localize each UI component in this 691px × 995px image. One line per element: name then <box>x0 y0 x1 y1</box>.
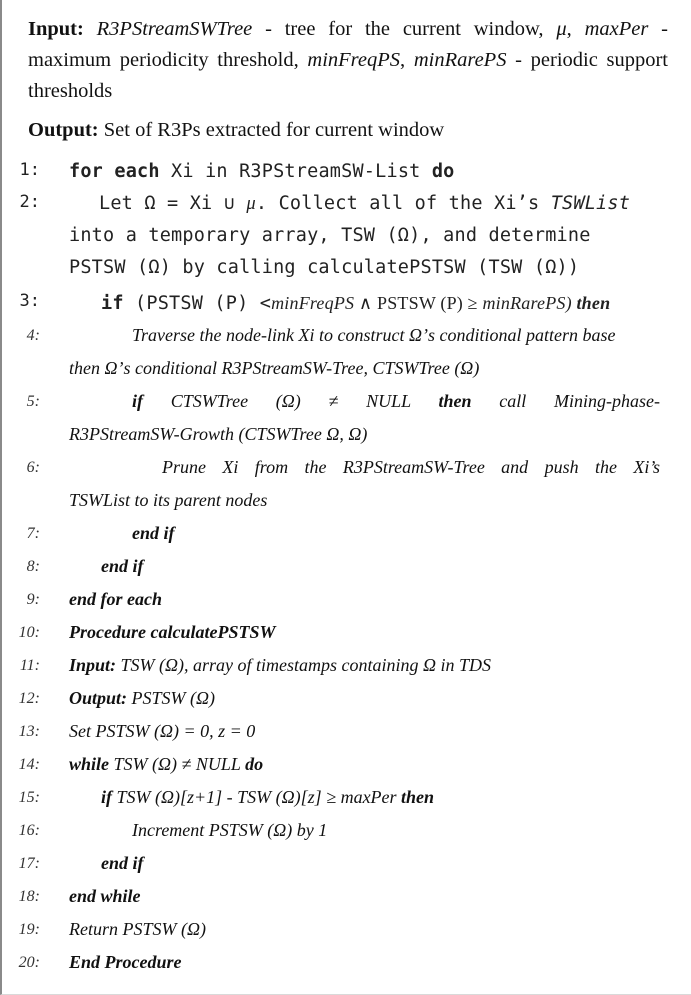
input-block <box>28 14 668 107</box>
line-text: Prune Xi from the R3PStreamSW-Tree and push the Xi’s <box>162 457 660 477</box>
line-text: end if <box>132 523 175 543</box>
line-number: 20: <box>18 954 40 971</box>
input-maxper: maxPer <box>584 18 649 40</box>
line-text-cont: then Ω’s conditional R3PStreamSW-Tree, CTSWTree (Ω) <box>69 358 480 378</box>
line-text: Procedure calculatePSTSW <box>69 622 276 642</box>
line-text-part: call Mining-phase- <box>471 391 660 411</box>
keyword-while: while <box>69 754 110 774</box>
line-number: 2: <box>19 192 40 212</box>
line-text <box>69 748 263 781</box>
input-tree-desc: - tree for the current window, <box>252 18 544 40</box>
line-number: 18: <box>18 888 40 905</box>
line-number: 5: <box>26 393 40 410</box>
input-minrare-desc: - periodic support thresholds <box>28 49 669 102</box>
line-number: 7: <box>26 525 40 542</box>
keyword-do: do <box>245 754 264 774</box>
line-text: end while <box>69 886 141 906</box>
line-text-cont: into a temporary array, TSW (Ω), and determine <box>69 225 591 246</box>
line-number: 15: <box>18 789 40 806</box>
keyword-if: if <box>101 293 124 314</box>
minrare-term: minRarePS) <box>482 293 572 313</box>
line-text <box>69 649 491 682</box>
line-text <box>101 287 610 320</box>
line-text <box>132 385 660 418</box>
keyword-if: if <box>132 391 143 411</box>
keyword-then: then <box>438 391 472 411</box>
line-text: end if <box>101 556 144 576</box>
line-text-part: Let Ω = Xi ∪ <box>99 193 247 214</box>
input-mu: μ <box>556 18 567 40</box>
line-number: 3: <box>19 291 40 311</box>
mu-symbol: μ <box>246 194 256 214</box>
line-text <box>101 781 434 814</box>
keyword-input: Input: <box>69 655 117 675</box>
line-text-cont: TSWList to its parent nodes <box>69 490 268 510</box>
input-minfreq: minFreqPS <box>307 49 401 71</box>
line-text-part: PSTSW (Ω) <box>127 688 216 708</box>
line-text: Return PSTSW (Ω) <box>69 919 206 939</box>
keyword-if: if <box>101 787 112 807</box>
line-number: 12: <box>18 690 40 707</box>
line-number: 1: <box>19 160 40 180</box>
line-number: 9: <box>26 591 40 608</box>
line-number: 17: <box>18 855 40 872</box>
line-text-part: TSW (Ω) ≠ NULL <box>109 754 246 774</box>
line-number: 10: <box>18 624 40 641</box>
line-number: 4: <box>26 327 40 344</box>
keyword-do: do <box>431 161 455 182</box>
input-minrare: minRarePS <box>413 49 507 71</box>
keyword-then: then <box>571 293 611 313</box>
input-tree-name: R3PStreamSWTree <box>96 18 253 40</box>
input-sep: , <box>566 18 585 40</box>
keyword-for-each: for each <box>69 161 160 182</box>
keyword-output: Output: <box>69 688 128 708</box>
line-number: 11: <box>19 657 40 674</box>
line-text-part: . Collect all of the Xi’s <box>255 193 551 214</box>
line-text: end for each <box>69 589 162 609</box>
keyword-then: then <box>401 787 435 807</box>
input-label: Input: <box>28 18 84 40</box>
output-text: Set of R3Ps extracted for current window <box>98 119 445 141</box>
line-text-cont: PSTSW (Ω) by calling calculatePSTSW (TSW (Ω)) <box>69 257 580 278</box>
line-text: end if <box>101 853 144 873</box>
line-text <box>69 156 455 188</box>
tswlist-term: TSWList <box>550 193 631 214</box>
line-number: 16: <box>18 822 40 839</box>
input-maxper-desc: - maximum periodicity threshold, <box>28 18 668 71</box>
line-text-part: Xi in R3PStreamSW-List <box>159 161 432 182</box>
line-text-part: ∧ PSTSW (P) ≥ <box>354 293 483 313</box>
line-text-part: CTSWTree (Ω) ≠ NULL <box>143 391 439 411</box>
input-sep: , <box>400 49 406 71</box>
line-number: 13: <box>18 723 40 740</box>
line-text-part: TSW (Ω)[z+1] - TSW (Ω)[z] ≥ maxPer <box>112 787 402 807</box>
line-text: Set PSTSW (Ω) = 0, z = 0 <box>69 721 256 741</box>
line-number: 14: <box>18 756 40 773</box>
output-block <box>28 115 668 146</box>
line-number: 19: <box>18 921 40 938</box>
line-text <box>99 188 630 220</box>
line-number: 6: <box>26 459 40 476</box>
output-label: Output: <box>28 119 99 141</box>
line-text: Increment PSTSW (Ω) by 1 <box>132 820 328 840</box>
line-number: 8: <box>26 558 40 575</box>
line-text-cont: R3PStreamSW-Growth (CTSWTree Ω, Ω) <box>69 424 368 444</box>
line-text: End Procedure <box>69 952 182 972</box>
minfreq-term: minFreqPS <box>271 293 355 313</box>
line-text <box>69 682 215 715</box>
line-text-part: (PSTSW (P) < <box>123 293 272 314</box>
line-text: Traverse the node-link Xi to construct Ω’s conditional pattern base <box>132 325 616 345</box>
line-text-part: TSW (Ω), array of timestamps containing Ω in TDS <box>116 655 492 675</box>
